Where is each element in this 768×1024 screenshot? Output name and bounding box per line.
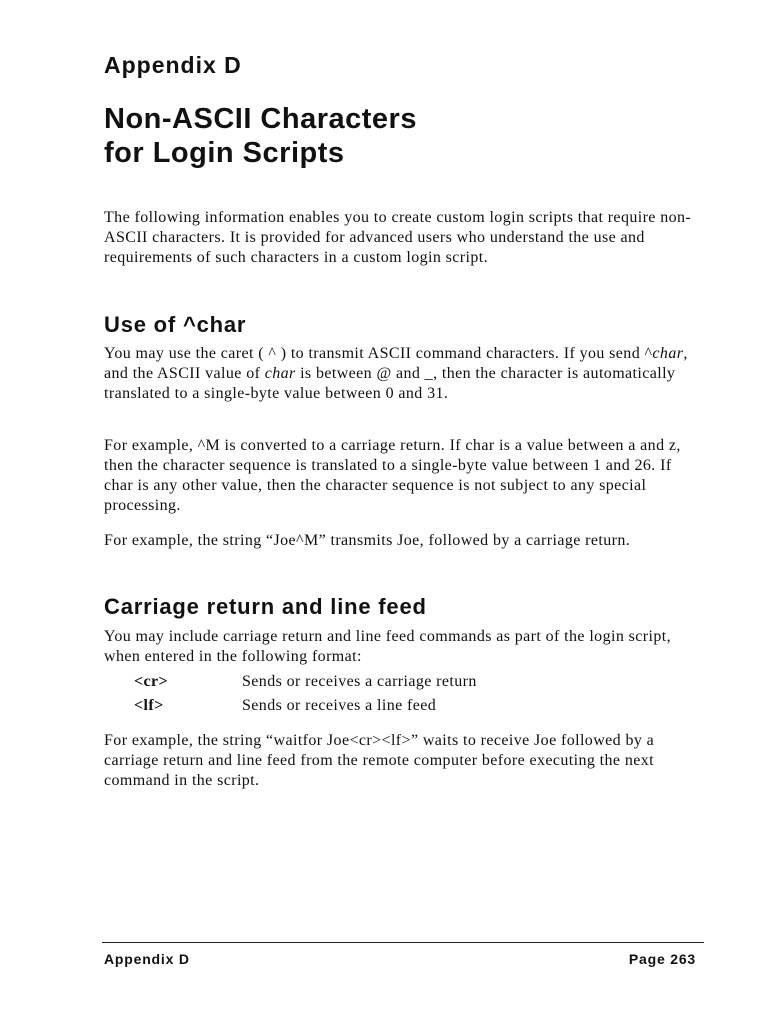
section-heading-char: Use of ^char [104, 312, 247, 337]
intro-paragraph: The following information enables you to create custom login scripts that require non-ASCII characters. It is provided for advanced users who understand the use and requirements of such characters in a custom login script. [104, 209, 692, 266]
char-paragraph-1-part-c: is between @ and _, then the character is automatically translated to a single-byte value between 0 and 31. [104, 365, 676, 402]
footer-section-label: Appendix D [104, 951, 190, 967]
char-paragraph-1-part-b: , and the ASCII value of [104, 345, 688, 382]
page-title-line-1: Non-ASCII Characters [104, 103, 417, 135]
crlf-paragraph-2: For example, the string “waitfor Joe<cr><lf>” waits to receive Joe followed by a carriage return and line feed from the remote computer before executing the next command in the script. [104, 732, 655, 789]
page-title-line-2: for Login Scripts [104, 137, 345, 169]
char-paragraph-3: For example, the string “Joe^M” transmits Joe, followed by a carriage return. [104, 532, 631, 549]
char-term-1: char [652, 345, 684, 362]
char-paragraph-1 [104, 344, 704, 404]
char-paragraph-1-part-a: You may use the caret ( ^ ) to transmit ASCII command characters. If you send ^ [104, 345, 653, 362]
format-description: Sends or receives a carriage return [242, 673, 477, 690]
appendix-label: Appendix D [104, 52, 242, 78]
format-description: Sends or receives a line feed [242, 697, 437, 714]
page-number: Page 263 [628, 951, 696, 967]
section-heading-crlf: Carriage return and line feed [104, 594, 427, 619]
footer-rule [102, 942, 704, 943]
format-code: <lf> [134, 697, 164, 714]
crlf-paragraph-1: You may include carriage return and line feed commands as part of the login script, when entered in the following format: [104, 628, 671, 665]
page-title [104, 102, 417, 170]
char-term-2: char [264, 365, 296, 382]
char-paragraph-2: For example, ^M is converted to a carriage return. If char is a value between a and z, then the character sequence is translated to a single-byte value between 1 and 26. If char is any other value, then the character sequence is not subject to any special processing. [104, 437, 681, 514]
format-code: <cr> [134, 673, 169, 690]
